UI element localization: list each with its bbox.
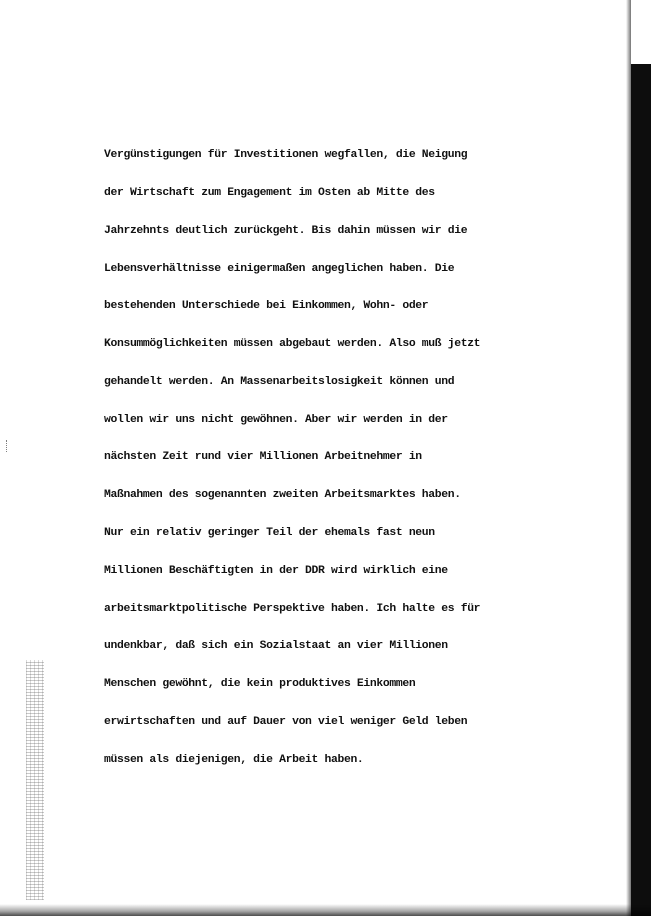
scan-edge-right (631, 0, 651, 916)
text-line: gehandelt werden. An Massenarbeitslosigkeit können und (104, 375, 455, 388)
text-line: bestehenden Unterschiede bei Einkommen, Wohn- oder (104, 300, 429, 313)
text-line: der Wirtschaft zum Engagement im Osten ab Mitte des (104, 186, 435, 199)
text-line: undenkbar, daß sich ein Sozialstaat an vier Millionen (104, 640, 448, 653)
body-paragraph (104, 124, 514, 791)
scan-noise-left (26, 660, 44, 900)
text-line: Maßnahmen des sogenannten zweiten Arbeitsmarktes haben. (104, 489, 461, 502)
text-line: Vergünstigungen für Investitionen wegfallen, die Neigung (104, 149, 468, 162)
text-line: Lebensverhältnisse einigermaßen angeglichen haben. Die (104, 262, 455, 275)
scan-edge-bottom (0, 904, 651, 916)
text-line: Jahrzehnts deutlich zurückgeht. Bis dahin müssen wir die (104, 224, 468, 237)
text-line: Menschen gewöhnt, die kein produktives Einkommen (104, 678, 416, 691)
text-line: erwirtschaften und auf Dauer von viel weniger Geld leben (104, 715, 468, 728)
text-line: müssen als diejenigen, die Arbeit haben. (104, 753, 364, 766)
text-line: wollen wir uns nicht gewöhnen. Aber wir werden in der (104, 413, 448, 426)
text-line: arbeitsmarktpolitische Perspektive haben. Ich halte es für (104, 602, 481, 615)
text-line: Nur ein relativ geringer Teil der ehemals fast neun (104, 527, 435, 539)
text-line: nächsten Zeit rund vier Millionen Arbeitnehmer in (104, 451, 422, 464)
scan-speck (6, 440, 11, 452)
text-line: Millionen Beschäftigten in der DDR wird wirklich eine (104, 564, 448, 577)
scan-edge-top-gap (631, 0, 651, 64)
text-line: Konsummöglichkeiten müssen abgebaut werden. Also muß jetzt (104, 338, 481, 351)
